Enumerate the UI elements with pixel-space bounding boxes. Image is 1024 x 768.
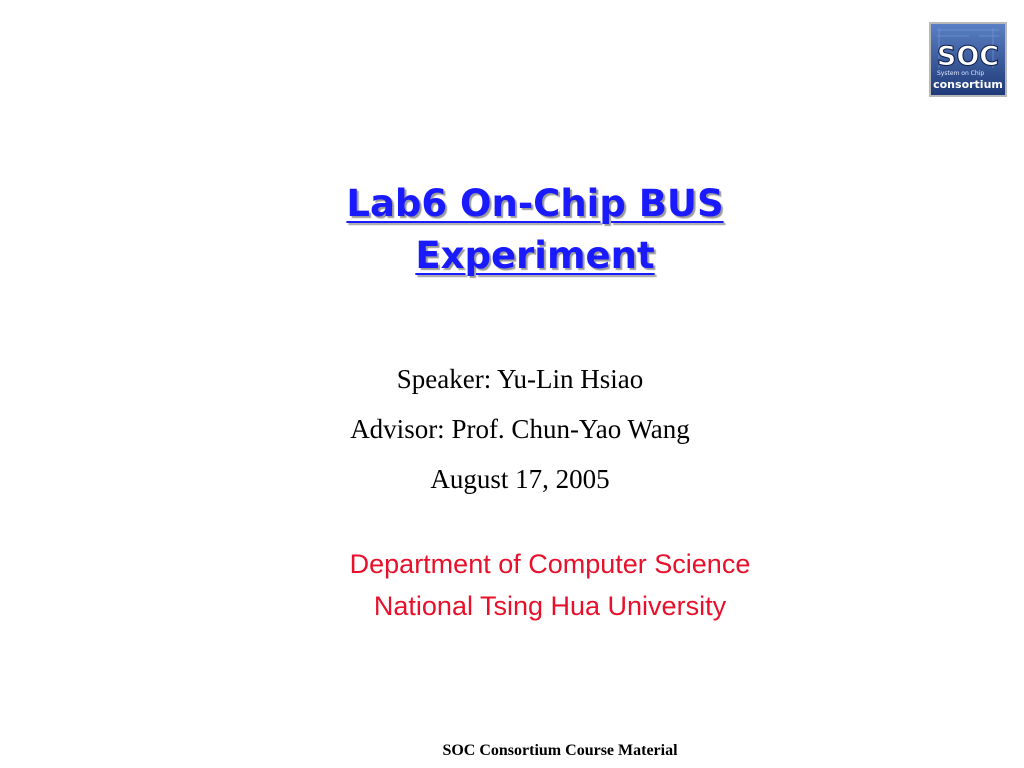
title-line-2: Experiment	[415, 234, 655, 277]
slide-title	[230, 178, 840, 282]
department-name: Department of Computer Science	[349, 549, 751, 579]
advisor-line: Advisor: Prof. Chun-Yao Wang	[350, 414, 690, 444]
title-line-1: Lab6 On-Chip BUS	[346, 182, 724, 225]
date-line: August 17, 2005	[430, 464, 610, 494]
speaker-line: Speaker: Yu-Lin Hsiao	[396, 364, 644, 394]
soc-consortium-logo	[929, 22, 1007, 97]
university-name: National Tsing Hua University	[373, 591, 727, 621]
logo-text-sub: consortium	[933, 78, 1003, 91]
logo-text-main: SOC	[936, 41, 1000, 72]
footer-text: SOC Consortium Course Material	[442, 742, 678, 759]
logo-graphic	[929, 22, 1007, 97]
logo-text-small: System on Chip	[937, 70, 985, 77]
